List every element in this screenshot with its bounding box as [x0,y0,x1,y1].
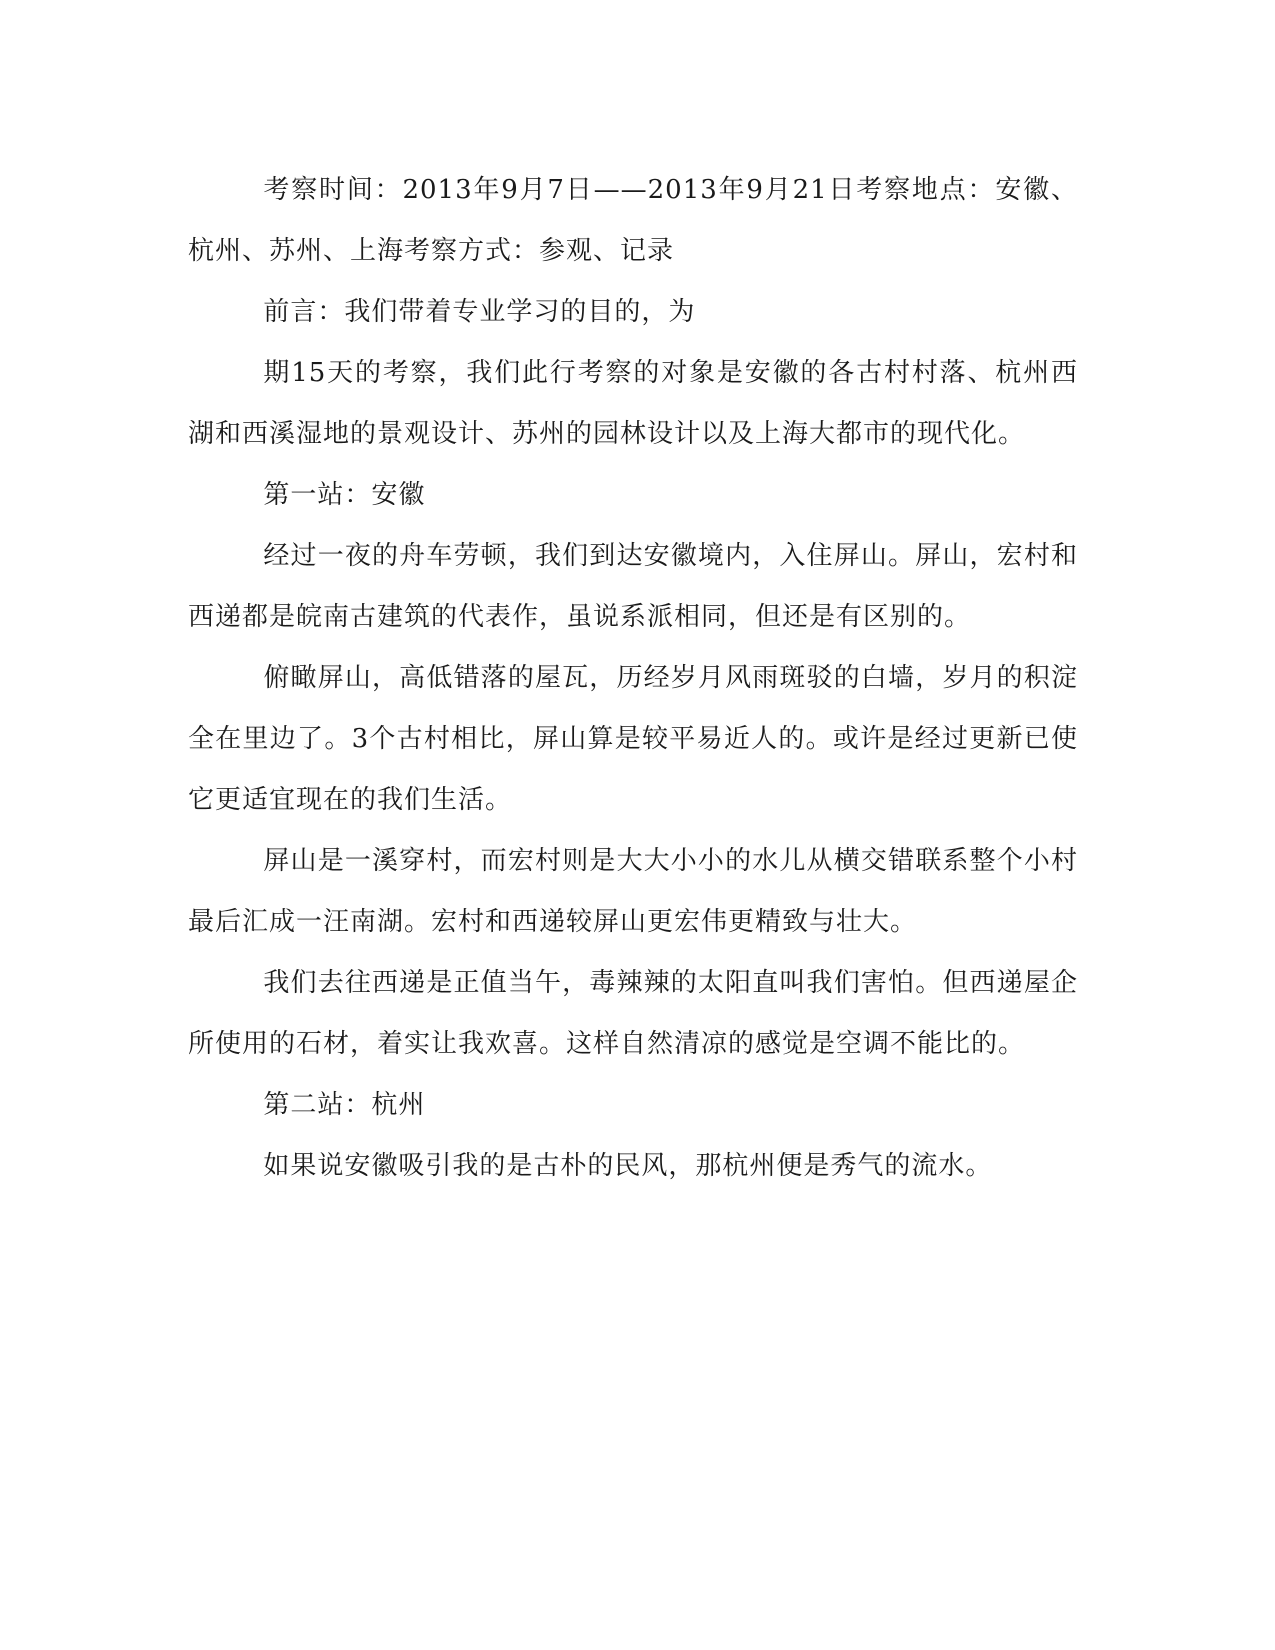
paragraph-preface: 前言：我们带着专业学习的目的，为 [263,297,696,327]
paragraph-survey-info: 考察时间：2013年9月7日——2013年9月21日考察地点：安徽、杭州、苏州、上海考察方式：参观、记录 [188,175,1078,266]
paragraph-survey-objects: 期15天的考察，我们此行考察的对象是安徽的各古村村落、杭州西湖和西溪湿地的景观设计、苏州的园林设计以及上海大都市的现代化。 [188,358,1078,449]
paragraph-pingshan: 俯瞰屏山，高低错落的屋瓦，历经岁月风雨斑驳的白墙，岁月的积淀全在里边了。3个古村相比，屏山算是较平易近人的。或许是经过更新已使它更适宜现在的我们生活。 [188,663,1078,815]
document-body [188,160,1078,1197]
heading-first-stop: 第一站：安徽 [263,480,426,510]
heading-second-stop: 第二站：杭州 [263,1090,426,1120]
paragraph-hangzhou: 如果说安徽吸引我的是古朴的民风，那杭州便是秀气的流水。 [263,1151,993,1181]
paragraph-arrival: 经过一夜的舟车劳顿，我们到达安徽境内，入住屏山。屏山，宏村和西递都是皖南古建筑的代表作，虽说系派相同，但还是有区别的。 [188,541,1078,632]
paragraph-hongcun: 屏山是一溪穿村，而宏村则是大大小小的水儿从横交错联系整个小村最后汇成一汪南湖。宏村和西递较屏山更宏伟更精致与壮大。 [188,846,1078,937]
paragraph-xidi: 我们去往西递是正值当午，毒辣辣的太阳直叫我们害怕。但西递屋企所使用的石材，着实让我欢喜。这样自然清凉的感觉是空调不能比的。 [188,968,1078,1059]
